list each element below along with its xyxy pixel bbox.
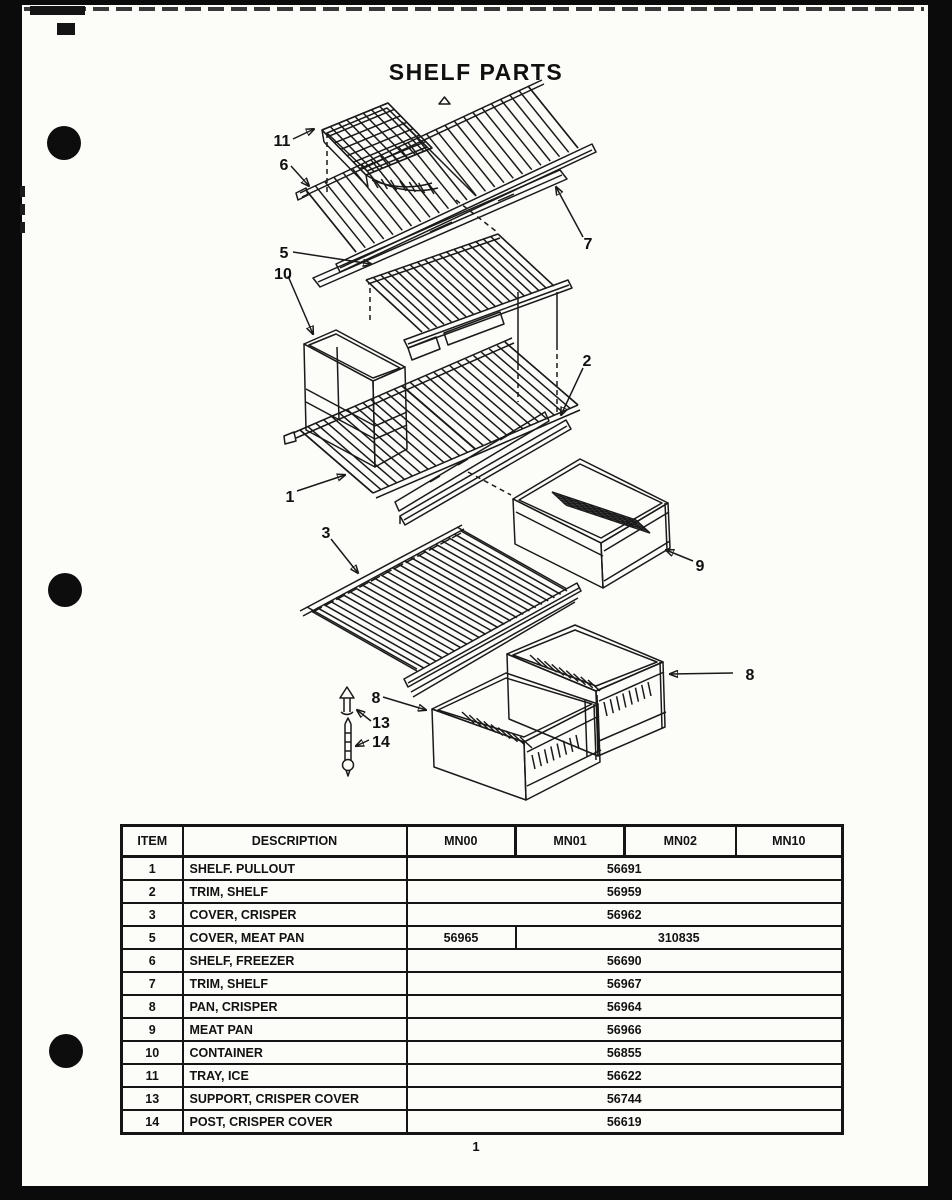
header-row — [122, 826, 843, 857]
callout-leader-lines — [285, 129, 733, 746]
callout-label-6: 6 — [279, 157, 289, 174]
callout-label-8-left: 8 — [371, 690, 381, 707]
table-row — [122, 995, 843, 1018]
part-crisper-cover — [300, 525, 581, 697]
column-header: MN00 — [407, 826, 516, 857]
item-cell: 2 — [122, 880, 183, 903]
table-row — [122, 903, 843, 926]
table-row — [122, 1041, 843, 1064]
callout-label-13: 13 — [372, 715, 390, 732]
table-row — [122, 1064, 843, 1087]
parts-table-header — [122, 826, 843, 857]
column-header: DESCRIPTION — [183, 826, 407, 857]
description-cell: PAN, CRISPER — [183, 995, 407, 1018]
part-number-cell: 56959 — [407, 880, 843, 903]
item-cell: 13 — [122, 1087, 183, 1110]
item-cell: 14 — [122, 1110, 183, 1134]
callout-label-7: 7 — [583, 236, 593, 253]
callout-label-14: 14 — [372, 734, 390, 751]
item-cell: 9 — [122, 1018, 183, 1041]
item-cell: 8 — [122, 995, 183, 1018]
description-cell: COVER, MEAT PAN — [183, 926, 407, 949]
part-number-cell: 56622 — [407, 1064, 843, 1087]
callout-label-10: 10 — [274, 266, 292, 283]
description-cell: COVER, CRISPER — [183, 903, 407, 926]
table-row — [122, 1087, 843, 1110]
part-number-cell: 56855 — [407, 1041, 843, 1064]
callout-label-2: 2 — [582, 353, 592, 370]
item-cell: 6 — [122, 949, 183, 972]
part-number-cell: 56964 — [407, 995, 843, 1018]
page-title: SHELF PARTS — [388, 59, 564, 85]
parts-table-body — [122, 857, 843, 1134]
part-number-cell: 310835 — [516, 926, 843, 949]
callout-label-1: 1 — [285, 489, 295, 506]
table-row — [122, 1110, 843, 1134]
item-cell: 7 — [122, 972, 183, 995]
callout-label-9: 9 — [695, 558, 705, 575]
callout-label-3: 3 — [321, 525, 331, 542]
description-cell: TRIM, SHELF — [183, 880, 407, 903]
part-number-cell: 56967 — [407, 972, 843, 995]
description-cell: SUPPORT, CRISPER COVER — [183, 1087, 407, 1110]
item-cell: 10 — [122, 1041, 183, 1064]
item-cell: 3 — [122, 903, 183, 926]
item-cell: 11 — [122, 1064, 183, 1087]
item-cell: 1 — [122, 857, 183, 881]
table-row — [122, 949, 843, 972]
column-header: MN01 — [516, 826, 625, 857]
part-crisper-pan-left — [432, 673, 601, 800]
part-number-cell: 56744 — [407, 1087, 843, 1110]
table-row — [122, 880, 843, 903]
part-number-cell: 56965 — [407, 926, 516, 949]
table-row — [122, 857, 843, 881]
description-cell: MEAT PAN — [183, 1018, 407, 1041]
page-number: 1 — [472, 1139, 480, 1154]
description-cell: TRIM, SHELF — [183, 972, 407, 995]
callout-label-11: 11 — [273, 133, 291, 150]
part-crisper-cover-support — [340, 687, 354, 715]
table-row — [122, 972, 843, 995]
part-number-cell: 56691 — [407, 857, 843, 881]
parts-table — [120, 824, 844, 1135]
callout-label-5: 5 — [279, 245, 289, 262]
part-freezer-shelf — [296, 80, 596, 272]
part-crisper-cover-post — [343, 718, 354, 776]
part-number-cell: 56619 — [407, 1110, 843, 1134]
part-number-cell: 56690 — [407, 949, 843, 972]
column-header: MN02 — [625, 826, 736, 857]
description-cell: SHELF, FREEZER — [183, 949, 407, 972]
item-cell: 5 — [122, 926, 183, 949]
part-meat-pan — [513, 459, 670, 588]
description-cell: CONTAINER — [183, 1041, 407, 1064]
callout-label-8-right: 8 — [745, 667, 755, 684]
column-header: MN10 — [736, 826, 843, 857]
part-number-cell: 56966 — [407, 1018, 843, 1041]
part-shelf-trim-upper — [313, 170, 567, 287]
table-row — [122, 926, 843, 949]
description-cell: TRAY, ICE — [183, 1064, 407, 1087]
description-cell: POST, CRISPER COVER — [183, 1110, 407, 1134]
scan-mark-triangle — [439, 97, 450, 104]
column-header: ITEM — [122, 826, 183, 857]
table-row — [122, 1018, 843, 1041]
description-cell: SHELF. PULLOUT — [183, 857, 407, 881]
part-number-cell: 56962 — [407, 903, 843, 926]
part-meat-pan-cover — [366, 234, 572, 412]
